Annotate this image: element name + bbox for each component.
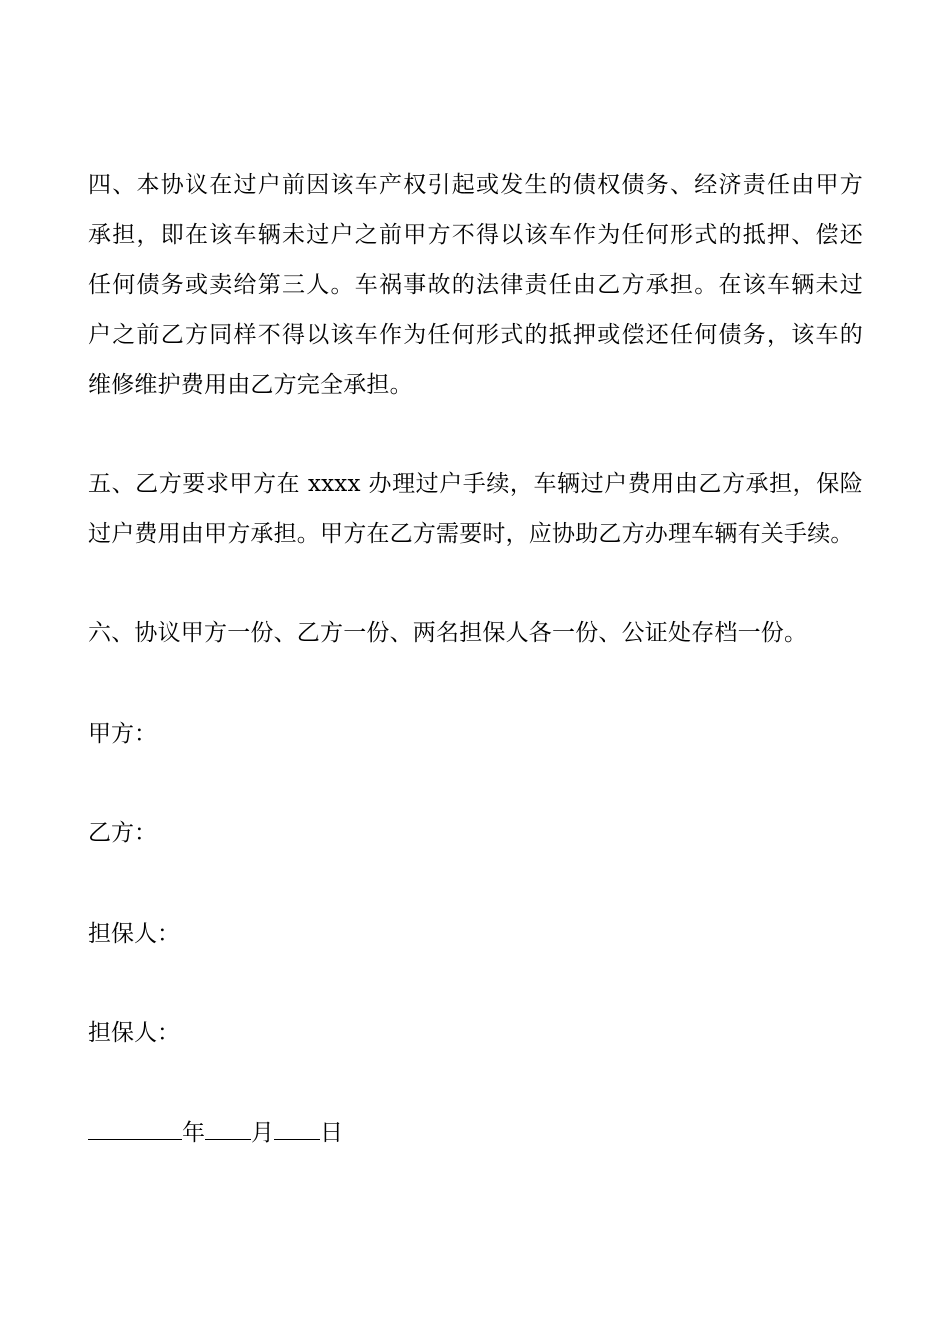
clause-4-line-5: 维修维护费用由乙方完全承担。 bbox=[88, 372, 413, 398]
month-blank bbox=[205, 1113, 251, 1140]
year-blank bbox=[88, 1113, 182, 1140]
clause-6-line-1: 六、协议甲方一份、乙方一份、两名担保人各一份、公证处存档一份。 bbox=[88, 620, 808, 646]
clause-4-line-4: 户之前乙方同样不得以该车作为任何形式的抵押或偿还任何债务，该车的 bbox=[88, 322, 863, 348]
clause-5 bbox=[88, 459, 863, 559]
party-b-signature-label: 乙方： bbox=[88, 820, 157, 846]
clause-4 bbox=[88, 160, 863, 410]
day-label: 日 bbox=[320, 1120, 343, 1146]
guarantor-2-signature-label: 担保人： bbox=[88, 1020, 180, 1046]
month-label: 月 bbox=[251, 1120, 274, 1146]
party-a-signature-label: 甲方： bbox=[88, 721, 157, 747]
clause-5-line-2: 过户费用由甲方承担。甲方在乙方需要时，应协助乙方办理车辆有关手续。 bbox=[88, 521, 854, 547]
date-line bbox=[88, 1113, 343, 1153]
day-blank bbox=[274, 1113, 320, 1140]
clause-6 bbox=[88, 608, 863, 658]
year-label: 年 bbox=[182, 1120, 205, 1146]
clause-4-line-2: 承担，即在该车辆未过户之前甲方不得以该车作为任何形式的抵押、偿还 bbox=[88, 222, 863, 248]
clause-4-line-1: 四、本协议在过户前因该车产权引起或发生的债权债务、经济责任由甲方 bbox=[88, 172, 863, 198]
guarantor-1-signature-label: 担保人： bbox=[88, 921, 180, 947]
clause-5-line-1: 五、乙方要求甲方在 xxxx 办理过户手续，车辆过户费用由乙方承担，保险 bbox=[88, 471, 863, 497]
clause-4-line-3: 任何债务或卖给第三人。车祸事故的法律责任由乙方承担。在该车辆未过 bbox=[88, 272, 863, 298]
